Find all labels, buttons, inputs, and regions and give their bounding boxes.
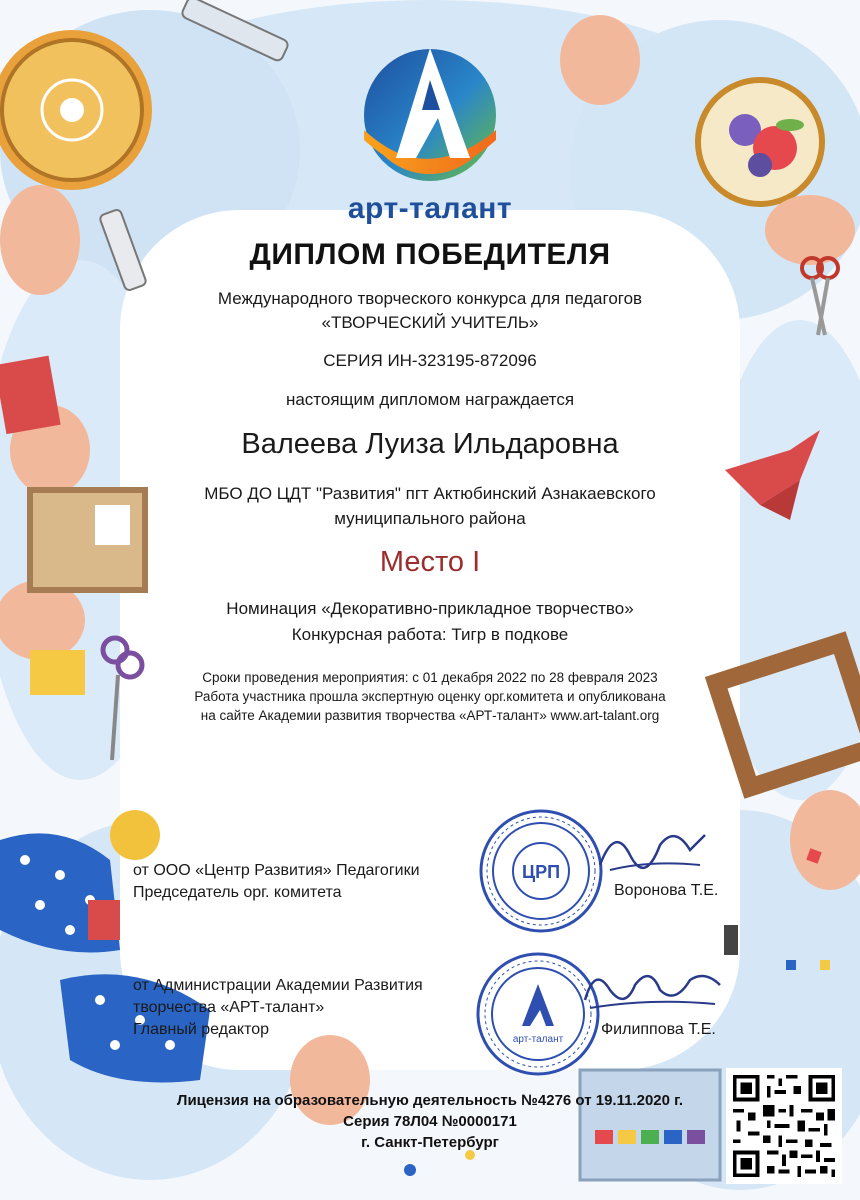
diploma-title: ДИПЛОМ ПОБЕДИТЕЛЯ: [249, 238, 611, 271]
license-info: [160, 1090, 700, 1153]
signatory-1-role: Председатель орг. комитета: [133, 884, 342, 901]
signatory-1-org: от ООО «Центр Развития» Педагогики: [133, 862, 420, 879]
signatory-2-org: от Администрации Академии Развития: [133, 977, 423, 994]
nomination: Номинация «Декоративно-прикладное творчество»: [226, 599, 634, 618]
qr-code-icon[interactable]: [726, 1068, 842, 1184]
contest-line-2: «ТВОРЧЕСКИЙ УЧИТЕЛЬ»: [321, 313, 539, 332]
signatory-1-name: Воронова Т.Е.: [614, 882, 719, 899]
award-place: Место I: [379, 546, 481, 578]
license-line-1: Лицензия на образовательную деятельность №4276 от 19.11.2020 г.: [176, 1092, 684, 1109]
org-line-2: муниципального района: [334, 509, 526, 528]
license-line-2: Серия 78Л04 №0000171: [343, 1113, 517, 1130]
series-number: СЕРИЯ ИН-323195-872096: [323, 351, 537, 370]
contest-line-1: Международного творческого конкурса для педагогов: [217, 289, 643, 308]
org-line-1: МБО ДО ЦДТ "Развития" пгт Актюбинский Азнакаевского: [204, 484, 656, 503]
signature-icon: [575, 960, 725, 1020]
nomination-block: [150, 596, 710, 648]
competition-work: Конкурсная работа: Тигр в подкове: [291, 625, 569, 644]
recipient-name: Валеева Луиза Ильдаровна: [241, 428, 619, 460]
art-talant-logo-icon: [350, 40, 510, 190]
awarded-text: настоящим дипломом награждается: [285, 390, 575, 409]
event-terms: [140, 668, 720, 725]
terms-line-1: Сроки проведения мероприятия: с 01 декабря 2022 по 28 февраля 2023: [202, 670, 658, 685]
stamp-icon: [476, 806, 606, 936]
signatory-2-name: Филиппова Т.Е.: [601, 1021, 716, 1038]
stamp-2-center-text: арт-талант: [512, 1034, 564, 1045]
signatory-2-role: Главный редактор: [133, 1021, 270, 1038]
signatory-2-org-cont: творчества «АРТ-талант»: [133, 999, 325, 1016]
signature-icon: [590, 815, 710, 885]
terms-line-2: Работа участника прошла экспертную оценку орг.комитета и опубликована: [194, 689, 666, 704]
license-line-3: г. Санкт-Петербург: [361, 1134, 499, 1151]
terms-line-3: на сайте Академии развития творчества «АРТ-талант» www.art-talant.org: [200, 708, 660, 723]
brand-name: арт-талант: [347, 192, 513, 225]
recipient-organization: [150, 481, 710, 531]
stamp-1-center-text: ЦРП: [521, 862, 561, 882]
